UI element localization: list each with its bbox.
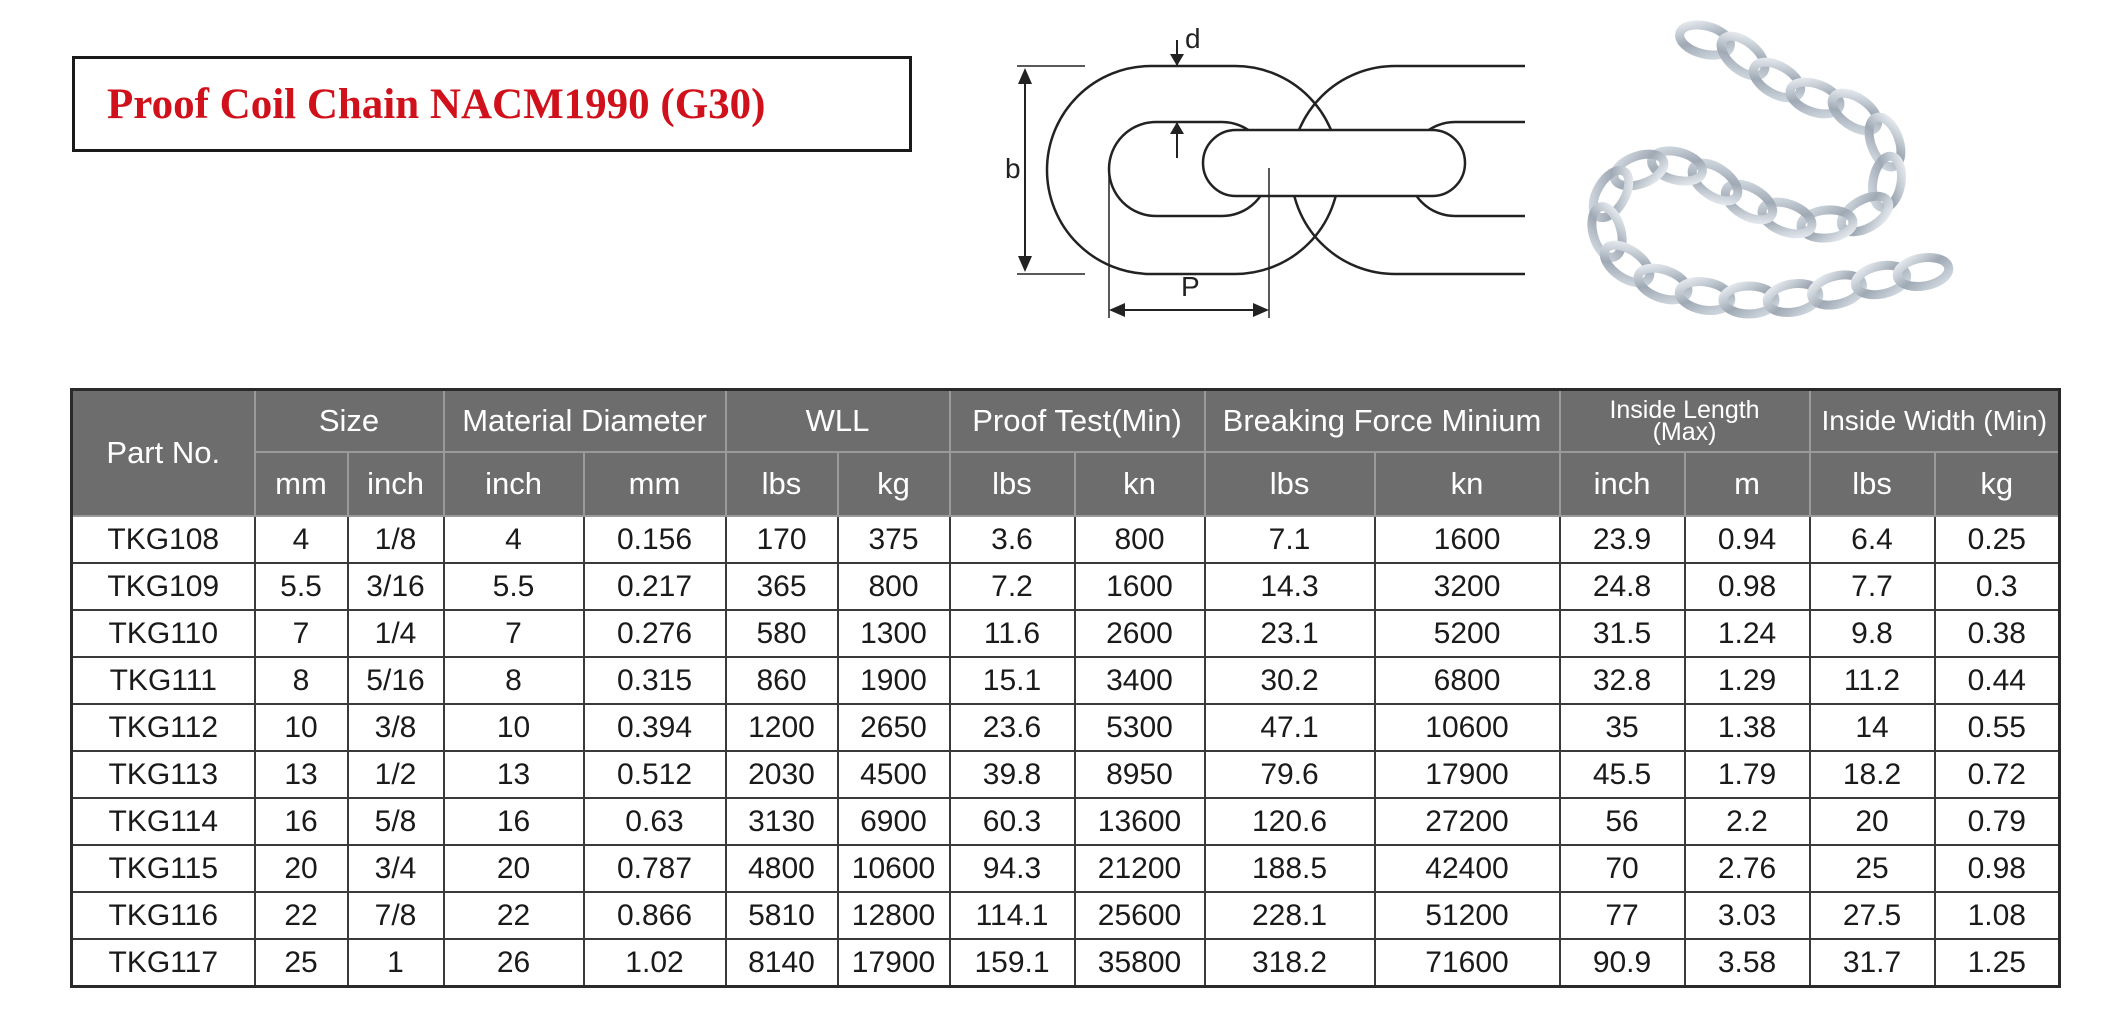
- table-cell: 6.4: [1810, 516, 1935, 563]
- part-number-cell: TKG113: [72, 751, 255, 798]
- header-row-units: [72, 452, 2060, 516]
- part-number-cell: TKG116: [72, 892, 255, 939]
- inside-width-header: Inside Width (Min): [1810, 390, 2060, 453]
- table-cell: 13: [444, 751, 584, 798]
- galvanized-chain-photo: [1565, 18, 1965, 338]
- table-cell: 2.2: [1685, 798, 1810, 845]
- table-cell: 3400: [1075, 657, 1205, 704]
- table-cell: 1.29: [1685, 657, 1810, 704]
- inside-length-header: [1560, 390, 1810, 453]
- table-cell: 16: [444, 798, 584, 845]
- table-cell: 94.3: [950, 845, 1075, 892]
- dimension-p-label: P: [1181, 271, 1200, 302]
- table-cell: 13: [255, 751, 348, 798]
- table-cell: 0.25: [1935, 516, 2060, 563]
- unit-header: kn: [1375, 452, 1560, 516]
- table-cell: 17900: [1375, 751, 1560, 798]
- table-cell: 0.44: [1935, 657, 2060, 704]
- table-cell: 10: [444, 704, 584, 751]
- table-cell: 1900: [838, 657, 950, 704]
- table-cell: 90.9: [1560, 939, 1685, 987]
- table-cell: 7/8: [348, 892, 444, 939]
- table-cell: 7.1: [1205, 516, 1375, 563]
- table-cell: 2030: [726, 751, 838, 798]
- table-cell: 0.98: [1685, 563, 1810, 610]
- table-cell: 1: [348, 939, 444, 987]
- table-cell: 0.98: [1935, 845, 2060, 892]
- unit-header: lbs: [726, 452, 838, 516]
- part-number-cell: TKG112: [72, 704, 255, 751]
- table-cell: 22: [444, 892, 584, 939]
- table-row: [72, 798, 2060, 845]
- table-row: [72, 657, 2060, 704]
- table-cell: 14: [1810, 704, 1935, 751]
- table-cell: 2.76: [1685, 845, 1810, 892]
- table-cell: 1.02: [584, 939, 726, 987]
- table-cell: 56: [1560, 798, 1685, 845]
- table-cell: 27.5: [1810, 892, 1935, 939]
- table-cell: 42400: [1375, 845, 1560, 892]
- table-cell: 11.2: [1810, 657, 1935, 704]
- table-cell: 0.512: [584, 751, 726, 798]
- table-cell: 39.8: [950, 751, 1075, 798]
- table-row: [72, 563, 2060, 610]
- table-cell: 0.156: [584, 516, 726, 563]
- table-cell: 0.55: [1935, 704, 2060, 751]
- table-row: [72, 845, 2060, 892]
- table-row: [72, 939, 2060, 987]
- table-cell: 25: [255, 939, 348, 987]
- table-cell: 77: [1560, 892, 1685, 939]
- table-cell: 170: [726, 516, 838, 563]
- table-cell: 10600: [1375, 704, 1560, 751]
- table-cell: 35800: [1075, 939, 1205, 987]
- table-cell: 8: [255, 657, 348, 704]
- part-number-cell: TKG109: [72, 563, 255, 610]
- unit-header: inch: [1560, 452, 1685, 516]
- table-cell: 1200: [726, 704, 838, 751]
- table-cell: 0.79: [1935, 798, 2060, 845]
- table-cell: 3.03: [1685, 892, 1810, 939]
- part-number-cell: TKG117: [72, 939, 255, 987]
- unit-header: kg: [838, 452, 950, 516]
- table-cell: 7: [444, 610, 584, 657]
- table-cell: 7: [255, 610, 348, 657]
- table-cell: 10: [255, 704, 348, 751]
- table-cell: 31.5: [1560, 610, 1685, 657]
- title-box: [72, 56, 912, 152]
- dimension-d-label: d: [1185, 23, 1201, 54]
- table-cell: 6800: [1375, 657, 1560, 704]
- table-cell: 30.2: [1205, 657, 1375, 704]
- table-cell: 14.3: [1205, 563, 1375, 610]
- proof-test-header: Proof Test(Min): [950, 390, 1205, 453]
- table-cell: 0.94: [1685, 516, 1810, 563]
- table-cell: 31.7: [1810, 939, 1935, 987]
- table-cell: 365: [726, 563, 838, 610]
- table-cell: 13600: [1075, 798, 1205, 845]
- part-number-cell: TKG111: [72, 657, 255, 704]
- table-cell: 0.787: [584, 845, 726, 892]
- table-cell: 7.7: [1810, 563, 1935, 610]
- table-cell: 47.1: [1205, 704, 1375, 751]
- table-cell: 580: [726, 610, 838, 657]
- table-cell: 1/2: [348, 751, 444, 798]
- table-row: [72, 892, 2060, 939]
- header-row-groups: [72, 390, 2060, 453]
- table-cell: 3200: [1375, 563, 1560, 610]
- page-title: Proof Coil Chain NACM1990 (G30): [107, 80, 766, 128]
- table-cell: 159.1: [950, 939, 1075, 987]
- table-cell: 20: [1810, 798, 1935, 845]
- chain-link-diagram: [985, 18, 1525, 328]
- breaking-force-header: Breaking Force Minium: [1205, 390, 1560, 453]
- table-cell: 4500: [838, 751, 950, 798]
- table-cell: 318.2: [1205, 939, 1375, 987]
- unit-header: mm: [584, 452, 726, 516]
- inside-length-line1: Inside Length: [1609, 396, 1760, 424]
- table-cell: 51200: [1375, 892, 1560, 939]
- table-row: [72, 751, 2060, 798]
- size-header: Size: [255, 390, 444, 453]
- table-cell: 8: [444, 657, 584, 704]
- table-cell: 3130: [726, 798, 838, 845]
- table-cell: 25: [1810, 845, 1935, 892]
- inside-length-line2: (Max): [1652, 418, 1717, 446]
- table-cell: 0.3: [1935, 563, 2060, 610]
- table-body: [72, 516, 2060, 987]
- table-cell: 20: [444, 845, 584, 892]
- wll-header: WLL: [726, 390, 950, 453]
- table-cell: 15.1: [950, 657, 1075, 704]
- table-cell: 32.8: [1560, 657, 1685, 704]
- table-cell: 3/4: [348, 845, 444, 892]
- table-cell: 5/8: [348, 798, 444, 845]
- table-cell: 800: [1075, 516, 1205, 563]
- table-cell: 71600: [1375, 939, 1560, 987]
- table-row: [72, 610, 2060, 657]
- table-cell: 5.5: [444, 563, 584, 610]
- table-cell: 188.5: [1205, 845, 1375, 892]
- table-cell: 1.08: [1935, 892, 2060, 939]
- table-cell: 10600: [838, 845, 950, 892]
- table-row: [72, 516, 2060, 563]
- table-cell: 3/8: [348, 704, 444, 751]
- table-cell: 1/4: [348, 610, 444, 657]
- table-cell: 9.8: [1810, 610, 1935, 657]
- table-cell: 27200: [1375, 798, 1560, 845]
- table-cell: 5300: [1075, 704, 1205, 751]
- unit-header: lbs: [1205, 452, 1375, 516]
- table-cell: 22: [255, 892, 348, 939]
- table-cell: 0.866: [584, 892, 726, 939]
- table-cell: 1600: [1075, 563, 1205, 610]
- table-cell: 1.25: [1935, 939, 2060, 987]
- table-cell: 6900: [838, 798, 950, 845]
- table-cell: 800: [838, 563, 950, 610]
- table-cell: 35: [1560, 704, 1685, 751]
- table-cell: 3.6: [950, 516, 1075, 563]
- dimension-b-label: b: [1005, 153, 1021, 184]
- table-cell: 0.38: [1935, 610, 2060, 657]
- unit-header: m: [1685, 452, 1810, 516]
- table-cell: 3/16: [348, 563, 444, 610]
- table-cell: 17900: [838, 939, 950, 987]
- part-number-cell: TKG115: [72, 845, 255, 892]
- table-cell: 79.6: [1205, 751, 1375, 798]
- unit-header: lbs: [1810, 452, 1935, 516]
- table-cell: 0.63: [584, 798, 726, 845]
- table-cell: 4: [255, 516, 348, 563]
- table-cell: 12800: [838, 892, 950, 939]
- unit-header: kg: [1935, 452, 2060, 516]
- unit-header: lbs: [950, 452, 1075, 516]
- table-cell: 860: [726, 657, 838, 704]
- table-cell: 0.72: [1935, 751, 2060, 798]
- table-cell: 8140: [726, 939, 838, 987]
- unit-header: inch: [348, 452, 444, 516]
- part-number-cell: TKG108: [72, 516, 255, 563]
- table-cell: 26: [444, 939, 584, 987]
- table-cell: 5.5: [255, 563, 348, 610]
- table-cell: 228.1: [1205, 892, 1375, 939]
- table-cell: 0.315: [584, 657, 726, 704]
- table-cell: 1/8: [348, 516, 444, 563]
- table-cell: 5200: [1375, 610, 1560, 657]
- table-row: [72, 704, 2060, 751]
- table-cell: 4: [444, 516, 584, 563]
- unit-header: kn: [1075, 452, 1205, 516]
- table-cell: 1600: [1375, 516, 1560, 563]
- part-number-cell: TKG110: [72, 610, 255, 657]
- part-number-cell: TKG114: [72, 798, 255, 845]
- chain-spec-table: [70, 388, 2061, 988]
- table-cell: 1300: [838, 610, 950, 657]
- table-cell: 21200: [1075, 845, 1205, 892]
- unit-header: inch: [444, 452, 584, 516]
- table-cell: 23.6: [950, 704, 1075, 751]
- table-cell: 23.9: [1560, 516, 1685, 563]
- table-cell: 120.6: [1205, 798, 1375, 845]
- table-cell: 45.5: [1560, 751, 1685, 798]
- table-cell: 24.8: [1560, 563, 1685, 610]
- table-cell: 0.217: [584, 563, 726, 610]
- unit-header: mm: [255, 452, 348, 516]
- table-cell: 8950: [1075, 751, 1205, 798]
- table-cell: 11.6: [950, 610, 1075, 657]
- table-cell: 23.1: [1205, 610, 1375, 657]
- table-cell: 7.2: [950, 563, 1075, 610]
- table-cell: 3.58: [1685, 939, 1810, 987]
- table-cell: 0.276: [584, 610, 726, 657]
- table-cell: 1.79: [1685, 751, 1810, 798]
- part-no-header: Part No.: [72, 390, 255, 517]
- table-cell: 25600: [1075, 892, 1205, 939]
- table-cell: 4800: [726, 845, 838, 892]
- material-diameter-header: Material Diameter: [444, 390, 726, 453]
- table-cell: 2650: [838, 704, 950, 751]
- table-cell: 5810: [726, 892, 838, 939]
- table-cell: 16: [255, 798, 348, 845]
- table-cell: 1.24: [1685, 610, 1810, 657]
- table-cell: 70: [1560, 845, 1685, 892]
- table-cell: 18.2: [1810, 751, 1935, 798]
- table-cell: 60.3: [950, 798, 1075, 845]
- table-cell: 2600: [1075, 610, 1205, 657]
- table-cell: 20: [255, 845, 348, 892]
- table-cell: 1.38: [1685, 704, 1810, 751]
- table-cell: 114.1: [950, 892, 1075, 939]
- table-cell: 375: [838, 516, 950, 563]
- table-cell: 5/16: [348, 657, 444, 704]
- table-cell: 0.394: [584, 704, 726, 751]
